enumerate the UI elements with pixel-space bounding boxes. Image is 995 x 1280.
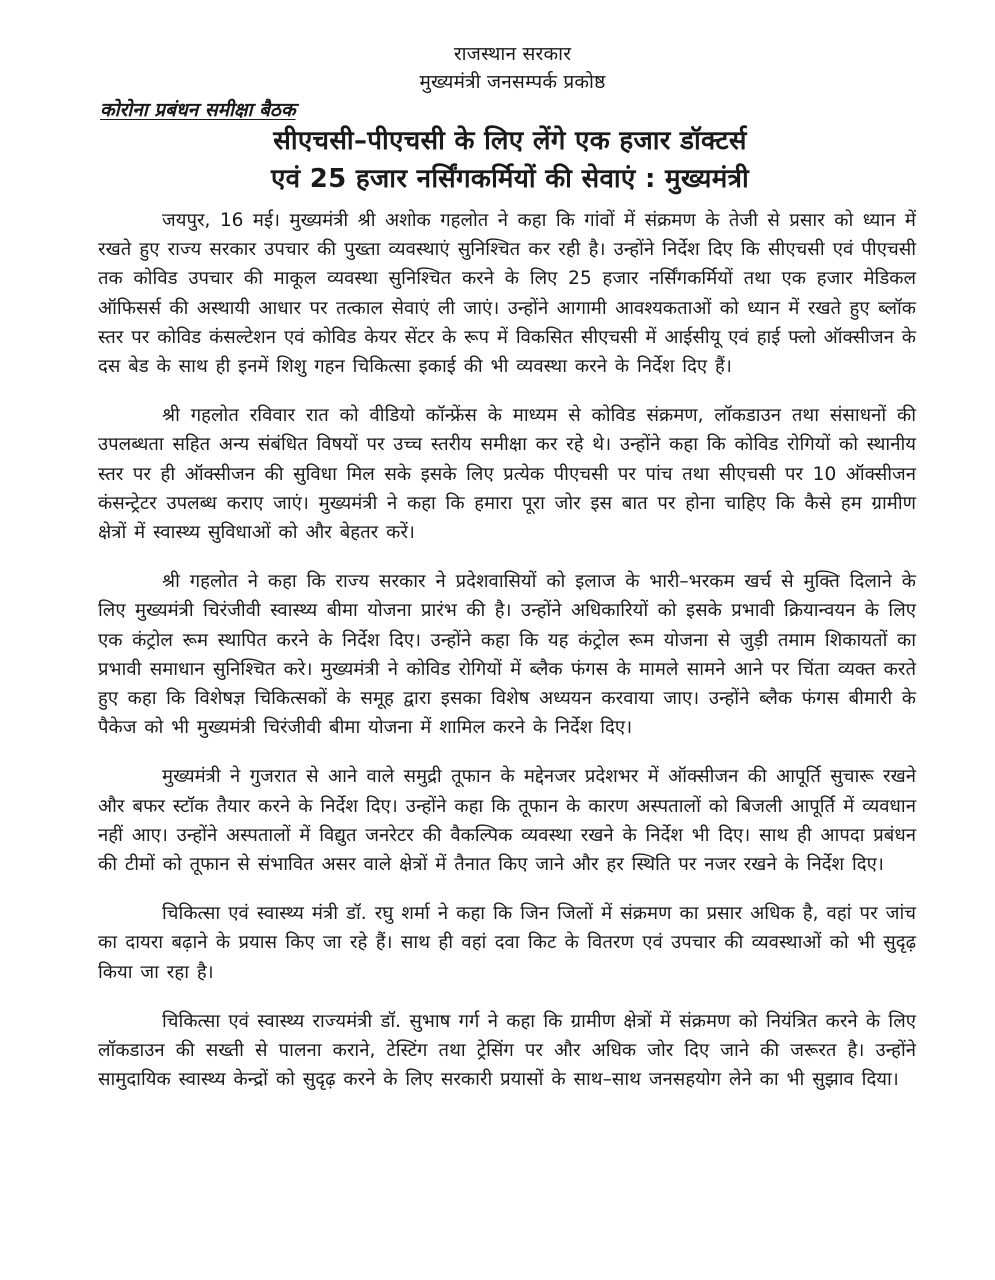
- department-name: मुख्यमंत्री जनसम्पर्क प्रकोष्ठ: [419, 71, 606, 93]
- paragraph-6: चिकित्सा एवं स्वास्थ्य राज्यमंत्री डॉ. सुभाष गर्ग ने कहा कि ग्रामीण क्षेत्रों में संक्रमण को नियंत्रित करने के लिए लॉकडाउन की सख्ती से पालना कराने, टेस्टिंग तथा ट्रेसिंग पर और अधिक जोर दिए जाने की जरूरत है। उन्होंने सामुदायिक स्वास्थ्य केन्द्रों को सुदृढ़ करने के लिए सरकारी प्रयासों के साथ–साथ जनसहयोग लेने का भी सुझाव दिया।: [98, 1010, 916, 1091]
- headline-line-2: एवं 25 हजार नर्सिंगकर्मियों की सेवाएं : मुख्यमंत्री: [270, 164, 749, 194]
- paragraph-5: चिकित्सा एवं स्वास्थ्य मंत्री डॉ. रघु शर्मा ने कहा कि जिन जिलों में संक्रमण का प्रसार अधिक है, वहां पर जांच का दायरा बढ़ाने के प्रयास किए जा रहे हैं। साथ ही वहां दवा किट के वितरण एवं उपचार की व्यवस्थाओं को भी सुदृढ़ किया जा रहा है।: [98, 903, 916, 983]
- paragraph-1: जयपुर, 16 मई। मुख्यमंत्री श्री अशोक गहलोत ने कहा कि गांवों में संक्रमण के तेजी से प्रसार को ध्यान में रखते हुए राज्य सरकार उपचार की पुख्ता व्यवस्थाएं सुनिश्चित कर रही है। उन्होंने निर्देश दिए कि सीएचसी एवं पीएचसी तक कोविड उपचार की माकूल व्यवस्था सुनिश्चित करने के लिए 25 हजार नर्सिंगकर्मियों तथा एक हजार मेडिकल ऑफिसर्स की अस्थायी आधार पर तत्काल सेवाएं ली जाएं। उन्होंने आगामी आवश्यकताओं को ध्यान में रखते हुए ब्लॉक स्तर पर कोविड कंसल्टेशन एवं कोविड केयर सेंटर के रूप में विकसित सीएचसी में आईसीयू एवं हाई फ्लो ऑक्सीजन के दस बेड के साथ ही इनमें शिशु गहन चिकित्सा इकाई की भी व्यवस्था करने के निर्देश दिए हैं।: [98, 210, 916, 378]
- paragraph-2: श्री गहलोत रविवार रात को वीडियो कॉन्फ्रेंस के माध्यम से कोविड संक्रमण, लॉकडाउन तथा संसाधनों की उपलब्धता सहित अन्य संबंधित विषयों पर उच्च स्तरीय समीक्षा कर रहे थे। उन्होंने कहा कि कोविड रोगियों को स्थानीय स्तर पर ही ऑक्सीजन की सुविधा मिल सके इसके लिए प्रत्येक पीएचसी पर पांच तथा सीएचसी पर 10 ऑक्सीजन कंसन्ट्रेटर उपलब्ध कराए जाएं। मुख्यमंत्री ने कहा कि हमारा पूरा जोर इस बात पर होना चाहिए कि कैसे हम ग्रामीण क्षेत्रों में स्वास्थ्य सुविधाओं को और बेहतर करें।: [98, 405, 916, 544]
- headline: [90, 122, 930, 198]
- paragraph-4: मुख्यमंत्री ने गुजरात से आने वाले समुद्री तूफान के मद्देनजर प्रदेशभर में ऑक्सीजन की आपूर्ति सुचारू रखने और बफर स्टॉक तैयार करने के निर्देश दिए। उन्होंने कहा कि तूफान के कारण अस्पतालों को बिजली आपूर्ति में व्यवधान नहीं आए। उन्होंने अस्पतालों में विद्युत जनरेटर की वैकल्पिक व्यवस्था रखने के निर्देश भी दिए। साथ ही आपदा प्रबंधन की टीमों को तूफान से संभावित असर वाले क्षेत्रों में तैनात किए जाने और हर स्थिति पर नजर रखने के निर्देश दिए।: [98, 766, 916, 876]
- government-name: राजस्थान सरकार: [453, 43, 572, 65]
- paragraph-3: श्री गहलोत ने कहा कि राज्य सरकार ने प्रदेशवासियों को इलाज के भारी–भरकम खर्च से मुक्ति दिलाने के लिए मुख्यमंत्री चिरंजीवी स्वास्थ्य बीमा योजना प्रारंभ की है। उन्होंने अधिकारियों को इसके प्रभावी क्रियान्वयन के लिए एक कंट्रोल रूम स्थापित करने के निर्देश दिए। उन्होंने कहा कि यह कंट्रोल रूम योजना से जुड़ी तमाम शिकायतों का प्रभावी समाधान सुनिश्चित करे। मुख्यमंत्री ने कोविड रोगियों में ब्लैक फंगस के मामले सामने आने पर चिंता व्यक्त करते हुए कहा कि विशेषज्ञ चिकित्सकों के समूह द्वारा इसका विशेष अध्ययन करवाया जाए। उन्होंने ब्लैक फंगस बीमारी के पैकेज को भी मुख्यमंत्री चिरंजीवी बीमा योजना में शामिल करने के निर्देश दिए।: [98, 571, 916, 739]
- section-tag: कोरोना प्रबंधन समीक्षा बैठक: [100, 99, 296, 121]
- headline-line-1: सीएचसी–पीएचसी के लिए लेंगे एक हजार डॉक्टर्स: [273, 126, 747, 156]
- office-header: [0, 40, 995, 96]
- article-body: [98, 206, 916, 1114]
